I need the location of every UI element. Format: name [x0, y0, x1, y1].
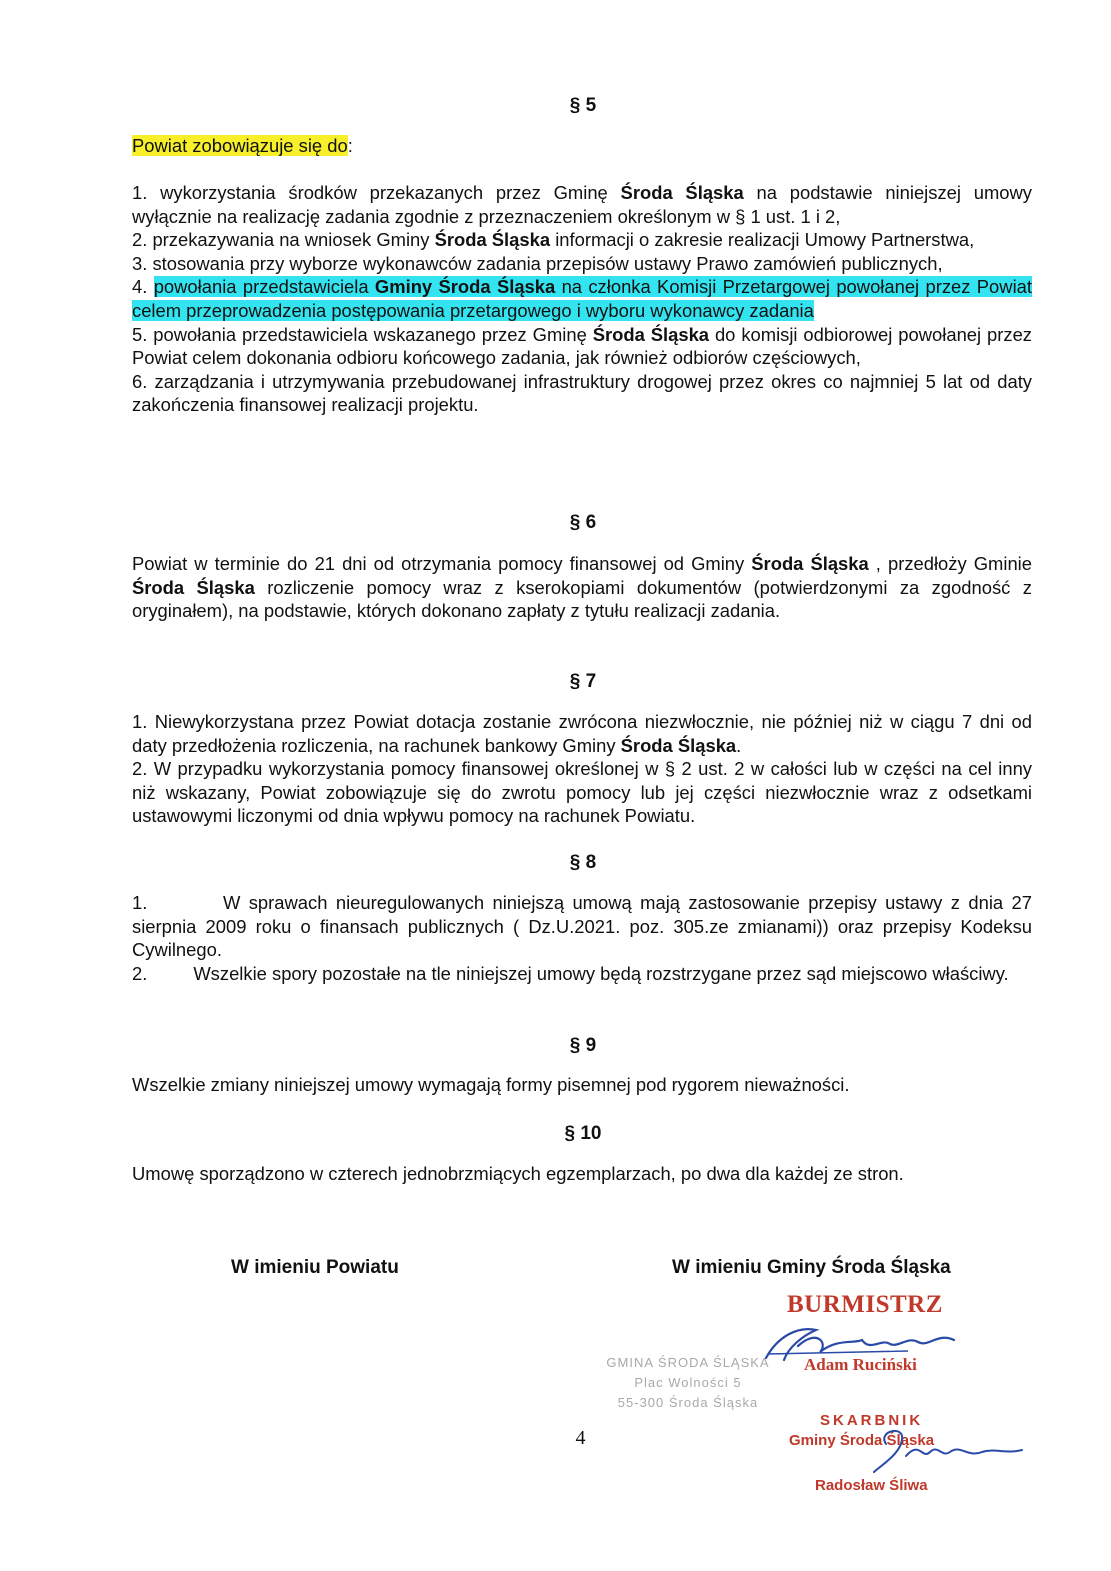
signature-heading-powiat: W imieniu Powiatu — [231, 1257, 399, 1278]
section-10-text: Umowę sporządzono w czterech jednobrzmiących egzemplarzach, po dwa dla każdej ze stron. — [132, 1163, 904, 1184]
office-stamp: GMINA ŚRODA ŚLĄSKA Plac Wolności 5 55-300 Środa Śląska — [606, 1355, 770, 1410]
section-7-item-2: 2. W przypadku wykorzystania pomocy finansowej określonej w § 2 ust. 2 w całości lub w części na cel inny niż wskazany, Powiat zobowiązuje się do zwrotu pomocy lub jej części niezwłocznie wraz z odsetkami ustawowymi liczonymi od dnia wpływu pomocy na rachunek Powiatu. — [132, 758, 1032, 827]
stamp-treasurer-title: SKARBNIK — [820, 1412, 924, 1429]
section-7-heading: § 7 — [569, 671, 597, 692]
section-5-heading: § 5 — [569, 95, 597, 116]
section-9-text: Wszelkie zmiany niniejszej umowy wymagają formy pisemnej pod rygorem nieważności. — [132, 1074, 850, 1095]
section-5-intro — [132, 134, 1032, 158]
stamp-treasurer-name: Radosław Śliwa — [815, 1477, 928, 1494]
section-7-list — [132, 710, 1032, 828]
page-number: 4 — [575, 1427, 586, 1449]
section-5-item-4: 4. powołania przedstawiciela Gminy Środa Śląska na członka Komisji Przetargowej powołanej przez Powiat celem przeprowadzenia postępowania przetargowego i wyboru wykonawcy zadania — [132, 276, 1032, 321]
section-6-text: Powiat w terminie do 21 dni od otrzymania pomocy finansowej od Gminy Środa Śląska , przedłoży Gminie Środa Śląska rozliczenie pomocy wraz z kserokopiami dokumentów (potwierdzonymi za zgodność z oryginałem), na podstawie, których dokonano zapłaty z tytułu realizacji zadania. — [132, 553, 1032, 622]
section-7-item-1: 1. Niewykorzystana przez Powiat dotacja zostanie zwrócona niezwłocznie, nie później niż w ciągu 7 dni od daty przedłożenia rozliczenia, na rachunek bankowy Gminy Środa Śląska. — [132, 711, 1032, 756]
highlighted-intro: Powiat zobowiązuje się do — [132, 135, 348, 156]
section-10-heading: § 10 — [564, 1123, 602, 1144]
section-8-heading: § 8 — [569, 852, 597, 873]
section-5-item-6: 6. zarządzania i utrzymywania przebudowanej infrastruktury drogowej przez okres co najmniej 5 lat od daty zakończenia finansowej realizacji projektu. — [132, 370, 1032, 416]
section-5-item-1: 1. wykorzystania środków przekazanych przez Gminę Środa Śląska na podstawie niniejszej umowy wyłącznie na realizację zadania zgodnie z przeznaczeniem określonym w § 1 ust. 1 i 2, — [132, 182, 1032, 227]
stamp-treasurer-org: Gminy Środa Śląska — [789, 1432, 935, 1449]
section-5-item-2: 2. przekazywania na wniosek Gminy Środa Śląska informacji o zakresie realizacji Umowy Partnerstwa, — [132, 229, 975, 251]
section-5-list — [132, 181, 1032, 417]
section-5-item-3: 3. stosowania przy wyborze wykonawców zadania przepisów ustawy Prawo zamówień publicznych, — [132, 252, 943, 274]
section-5-item-5: 5. powołania przedstawiciela wskazanego przez Gminę Środa Śląska do komisji odbiorowej powołanej przez Powiat celem dokonania odbioru końcowego zadania, jak również odbiorów częściowych, — [132, 323, 1032, 369]
stamp-mayor-title: BURMISTRZ — [787, 1291, 943, 1318]
section-6-heading: § 6 — [569, 512, 597, 533]
signature-heading-gmina: W imieniu Gminy Środa Śląska — [672, 1257, 951, 1278]
section-8-item-2: 2. Wszelkie spory pozostałe na tle niniejszej umowy będą rozstrzygane przez sąd miejscowo właściwy. — [132, 962, 1009, 984]
intro-colon: : — [347, 135, 353, 156]
section-8-item-1: 1. W sprawach nieuregulowanych niniejszą umową mają zastosowanie przepisy ustawy z dnia 27 sierpnia 2009 roku o finansach publicznych ( Dz.U.2021. poz. 305.ze zmianami)) oraz przepisy Kodeksu Cywilnego. — [132, 892, 1032, 961]
stamp-mayor-name: Adam Ruciński — [804, 1355, 917, 1374]
section-9-heading: § 9 — [569, 1035, 597, 1056]
highlighted-item-4: powołania przedstawiciela Gminy Środa Śląska na członka Komisji Przetargowej powołanej przez Powiat celem przeprowadzenia postępowania przetargowego i wyboru wykonawcy zadania — [132, 276, 1032, 321]
section-8-list — [132, 891, 1032, 985]
